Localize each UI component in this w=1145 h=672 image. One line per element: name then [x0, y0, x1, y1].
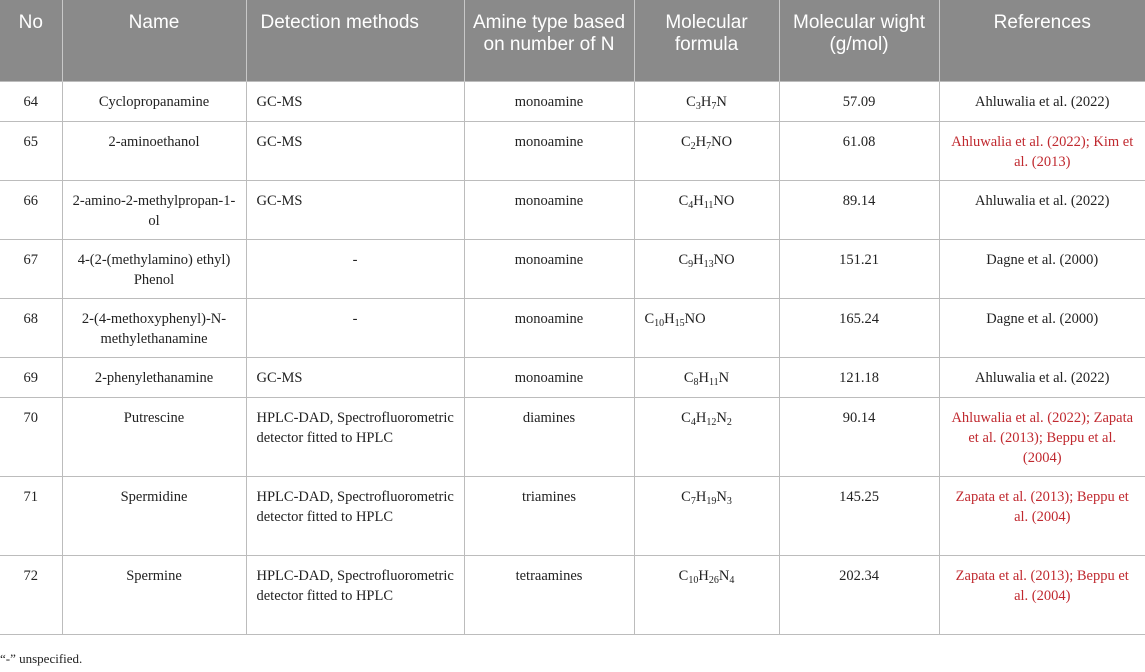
formula-subscript: 4 — [688, 199, 694, 211]
formula-element: N — [716, 93, 727, 110]
formula-element: H — [693, 192, 704, 209]
cell-no: 65 — [0, 121, 62, 180]
cell-references: Ahluwalia et al. (2022) — [939, 81, 1145, 121]
cell-name: 2-aminoethanol — [62, 121, 246, 180]
cell-detection-method: GC-MS — [246, 81, 464, 121]
cell-amine-type: monoamine — [464, 298, 634, 357]
cell-molecular-weight: 145.25 — [779, 476, 939, 555]
formula-subscript: 7 — [711, 100, 717, 112]
cell-no: 64 — [0, 81, 62, 121]
cell-molecular-formula — [634, 239, 779, 298]
cell-no: 71 — [0, 476, 62, 555]
cell-amine-type: monoamine — [464, 239, 634, 298]
formula-element: H — [700, 93, 712, 110]
header-amine-type: Amine type based on number of N — [464, 0, 634, 81]
cell-detection-method: GC-MS — [246, 357, 464, 397]
formula-subscript: 15 — [674, 317, 685, 329]
header-no: No — [0, 0, 62, 81]
formula-subscript: 12 — [706, 416, 717, 428]
cell-name: Spermine — [62, 555, 246, 634]
formula-subscript: 19 — [706, 495, 717, 507]
cell-detection-method: GC-MS — [246, 180, 464, 239]
cell-amine-type: monoamine — [464, 121, 634, 180]
cell-references: Dagne et al. (2000) — [939, 298, 1145, 357]
table-row — [0, 121, 1145, 180]
header-molecular-formula: Molecular formula — [634, 0, 779, 81]
formula-element: C — [681, 409, 691, 426]
formula-subscript: 7 — [690, 495, 696, 507]
cell-amine-type: monoamine — [464, 180, 634, 239]
formula-subscript: 8 — [693, 376, 699, 388]
formula-element: H — [664, 310, 675, 327]
cell-detection-method: GC-MS — [246, 121, 464, 180]
cell-no: 67 — [0, 239, 62, 298]
cell-molecular-formula — [634, 180, 779, 239]
cell-molecular-weight: 165.24 — [779, 298, 939, 357]
cell-amine-type: tetraamines — [464, 555, 634, 634]
cell-amine-type: monoamine — [464, 357, 634, 397]
table-footnote: “-” unspecified. — [0, 651, 83, 666]
formula-element: C — [680, 133, 691, 150]
cell-no: 69 — [0, 357, 62, 397]
formula-element: H — [693, 251, 704, 268]
formula-subscript: 3 — [695, 100, 701, 112]
cell-detection-method: - — [246, 298, 464, 357]
formula-subscript: 2 — [690, 140, 696, 152]
cell-name: Putrescine — [62, 397, 246, 476]
table-row — [0, 81, 1145, 121]
cell-name: 4-(2-(methylamino) ethyl) Phenol — [62, 239, 246, 298]
formula-element: N — [716, 488, 727, 505]
formula-element: NO — [711, 133, 733, 150]
cell-no: 68 — [0, 298, 62, 357]
formula-subscript: 26 — [708, 574, 719, 586]
formula-subscript: 13 — [703, 258, 714, 270]
cell-references: Dagne et al. (2000) — [939, 239, 1145, 298]
header-name: Name — [62, 0, 246, 81]
formula-element: NO — [713, 251, 735, 268]
formula-element: H — [698, 369, 710, 386]
reference-link[interactable]: Zapata et al. (2013); Beppu et al. (2004) — [939, 555, 1145, 634]
formula-subscript: 2 — [726, 416, 732, 428]
formula-element: C — [681, 488, 691, 505]
formula-element: N — [718, 369, 730, 386]
cell-molecular-weight: 57.09 — [779, 81, 939, 121]
header-molecular-weight: Molecular wight (g/mol) — [779, 0, 939, 81]
cell-molecular-weight: 89.14 — [779, 180, 939, 239]
cell-references: Ahluwalia et al. (2022) — [939, 357, 1145, 397]
table-row — [0, 397, 1145, 476]
cell-name: Spermidine — [62, 476, 246, 555]
table-row — [0, 555, 1145, 634]
table-header — [0, 0, 1145, 81]
formula-element: C — [678, 251, 689, 268]
formula-element: N — [716, 409, 727, 426]
cell-molecular-formula — [634, 555, 779, 634]
cell-molecular-formula — [634, 397, 779, 476]
reference-link[interactable]: Ahluwalia et al. (2022); Zapata et al. (2013); Beppu et al. (2004) — [939, 397, 1145, 476]
table-row — [0, 476, 1145, 555]
formula-element: H — [695, 409, 707, 426]
formula-subscript: 7 — [706, 140, 712, 152]
formula-element: C — [678, 567, 689, 584]
cell-detection-method: HPLC-DAD, Spectrofluorometric detector fitted to HPLC — [246, 397, 464, 476]
formula-element: NO — [713, 192, 735, 209]
cell-amine-type: diamines — [464, 397, 634, 476]
table-row — [0, 298, 1145, 357]
cell-molecular-formula — [634, 476, 779, 555]
header-references: References — [939, 0, 1145, 81]
cell-molecular-weight: 151.21 — [779, 239, 939, 298]
reference-link[interactable]: Ahluwalia et al. (2022); Kim et al. (2013) — [939, 121, 1145, 180]
formula-element: N — [718, 567, 730, 584]
formula-subscript: 11 — [709, 376, 719, 388]
table-body — [0, 81, 1145, 634]
formula-subscript: 4 — [729, 574, 735, 586]
formula-element: C — [683, 369, 694, 386]
cell-molecular-formula — [634, 121, 779, 180]
formula-element: H — [698, 567, 709, 584]
header-detection-methods: Detection methods — [246, 0, 464, 81]
cell-no: 70 — [0, 397, 62, 476]
cell-detection-method: - — [246, 239, 464, 298]
cell-name: Cyclopropanamine — [62, 81, 246, 121]
cell-no: 66 — [0, 180, 62, 239]
cell-amine-type: monoamine — [464, 81, 634, 121]
header-row — [0, 0, 1145, 81]
cell-molecular-weight: 61.08 — [779, 121, 939, 180]
formula-element: H — [695, 488, 707, 505]
cell-molecular-formula — [634, 81, 779, 121]
formula-subscript: 4 — [690, 416, 696, 428]
formula-element: C — [644, 310, 655, 327]
cell-amine-type: triamines — [464, 476, 634, 555]
formula-element: NO — [684, 310, 706, 327]
formula-subscript: 10 — [688, 574, 699, 586]
cell-molecular-formula — [634, 357, 779, 397]
cell-no: 72 — [0, 555, 62, 634]
formula-element: C — [686, 93, 696, 110]
formula-element: H — [695, 133, 707, 150]
cell-name: 2-phenylethanamine — [62, 357, 246, 397]
cell-detection-method: HPLC-DAD, Spectrofluorometric detector fitted to HPLC — [246, 476, 464, 555]
formula-subscript: 3 — [726, 495, 732, 507]
formula-subscript: 11 — [703, 199, 714, 211]
cell-references: Ahluwalia et al. (2022) — [939, 180, 1145, 239]
formula-subscript: 9 — [688, 258, 694, 270]
cell-name: 2-amino-2-methylpropan-1-ol — [62, 180, 246, 239]
table-row — [0, 180, 1145, 239]
formula-element: C — [678, 192, 689, 209]
cell-name: 2-(4-methoxyphenyl)-N-methylethanamine — [62, 298, 246, 357]
cell-molecular-weight: 90.14 — [779, 397, 939, 476]
formula-subscript: 10 — [654, 317, 665, 329]
table-row — [0, 239, 1145, 298]
cell-detection-method: HPLC-DAD, Spectrofluorometric detector fitted to HPLC — [246, 555, 464, 634]
cell-molecular-weight: 121.18 — [779, 357, 939, 397]
table-row — [0, 357, 1145, 397]
cell-molecular-formula — [634, 298, 779, 357]
cell-molecular-weight: 202.34 — [779, 555, 939, 634]
reference-link[interactable]: Zapata et al. (2013); Beppu et al. (2004) — [939, 476, 1145, 555]
